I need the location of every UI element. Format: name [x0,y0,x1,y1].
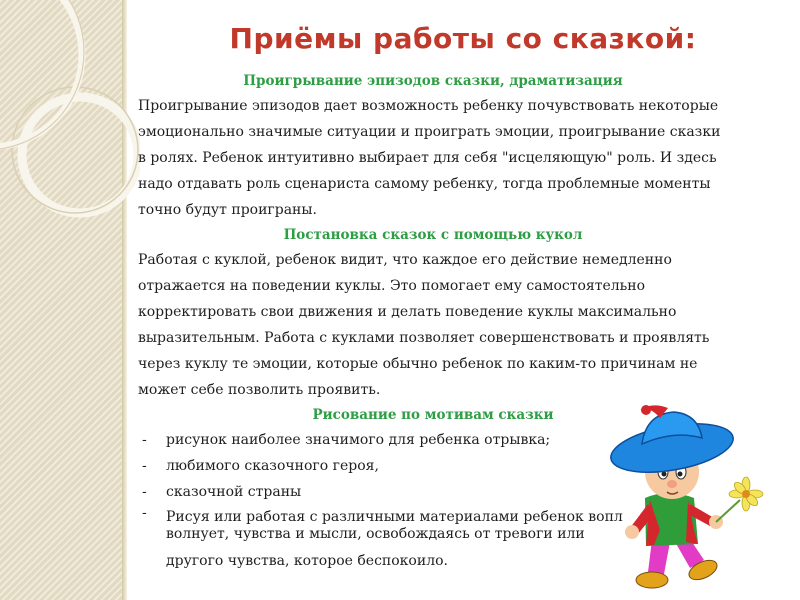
section-heading-dramatization: Проигрывание эпизодов сказки, драматизация [243,73,623,89]
list-bullet: - [142,458,147,474]
list-bullet: - [142,432,147,448]
page-title: Приёмы работы со сказкой: [229,22,697,55]
section-text-puppets: Работая с куклой, ребенок видит, что каждое его действие немедленно отражается на поведении куклы. Это помогает ему самостоятельно корректировать свои движения и делать поведение куклы максимально выразительным. Работа с куклами позволяет совершенствовать и проявлять через куклу те эмоции, которые обычно ребенок по каким-то причинам не может себе позволить проявить. [138,252,710,398]
list-item-text: рисунок наиболее значимого для ребенка отрывка; [166,432,551,448]
list-bullet: - [142,505,147,521]
decorative-rings-icon [0,0,140,230]
section-heading-drawing: Рисование по мотивам сказки [312,407,554,423]
list-item-text-line2: волнует, чувства и мысли, освобождаясь от тревоги или [166,526,585,542]
cartoon-boy-with-flower-icon [590,400,780,595]
section-text-dramatization: Проигрывание эпизодов дает возможность ребенку почувствовать некоторые эмоционально значимые ситуации и проиграть эмоции, проигрывание сказки в ролях. Ребенок интуитивно выбирает для себя "исцеляющую" роль. И здесь надо отдавать роль сценариста самому ребенку, тогда проблемные моменты точно будут проиграны. [138,98,721,218]
section-heading-puppets: Постановка сказок с помощью кукол [283,227,583,243]
list-item-text: Рисуя или работая с различными материалами ребенок вопл [166,509,623,525]
list-item-text: любимого сказочного героя, [166,458,379,474]
list-bullet: - [142,484,147,500]
list-item-text: сказочной страны [166,484,302,500]
drawing-tail-text: другого чувства, которое беспокоило. [166,553,448,569]
